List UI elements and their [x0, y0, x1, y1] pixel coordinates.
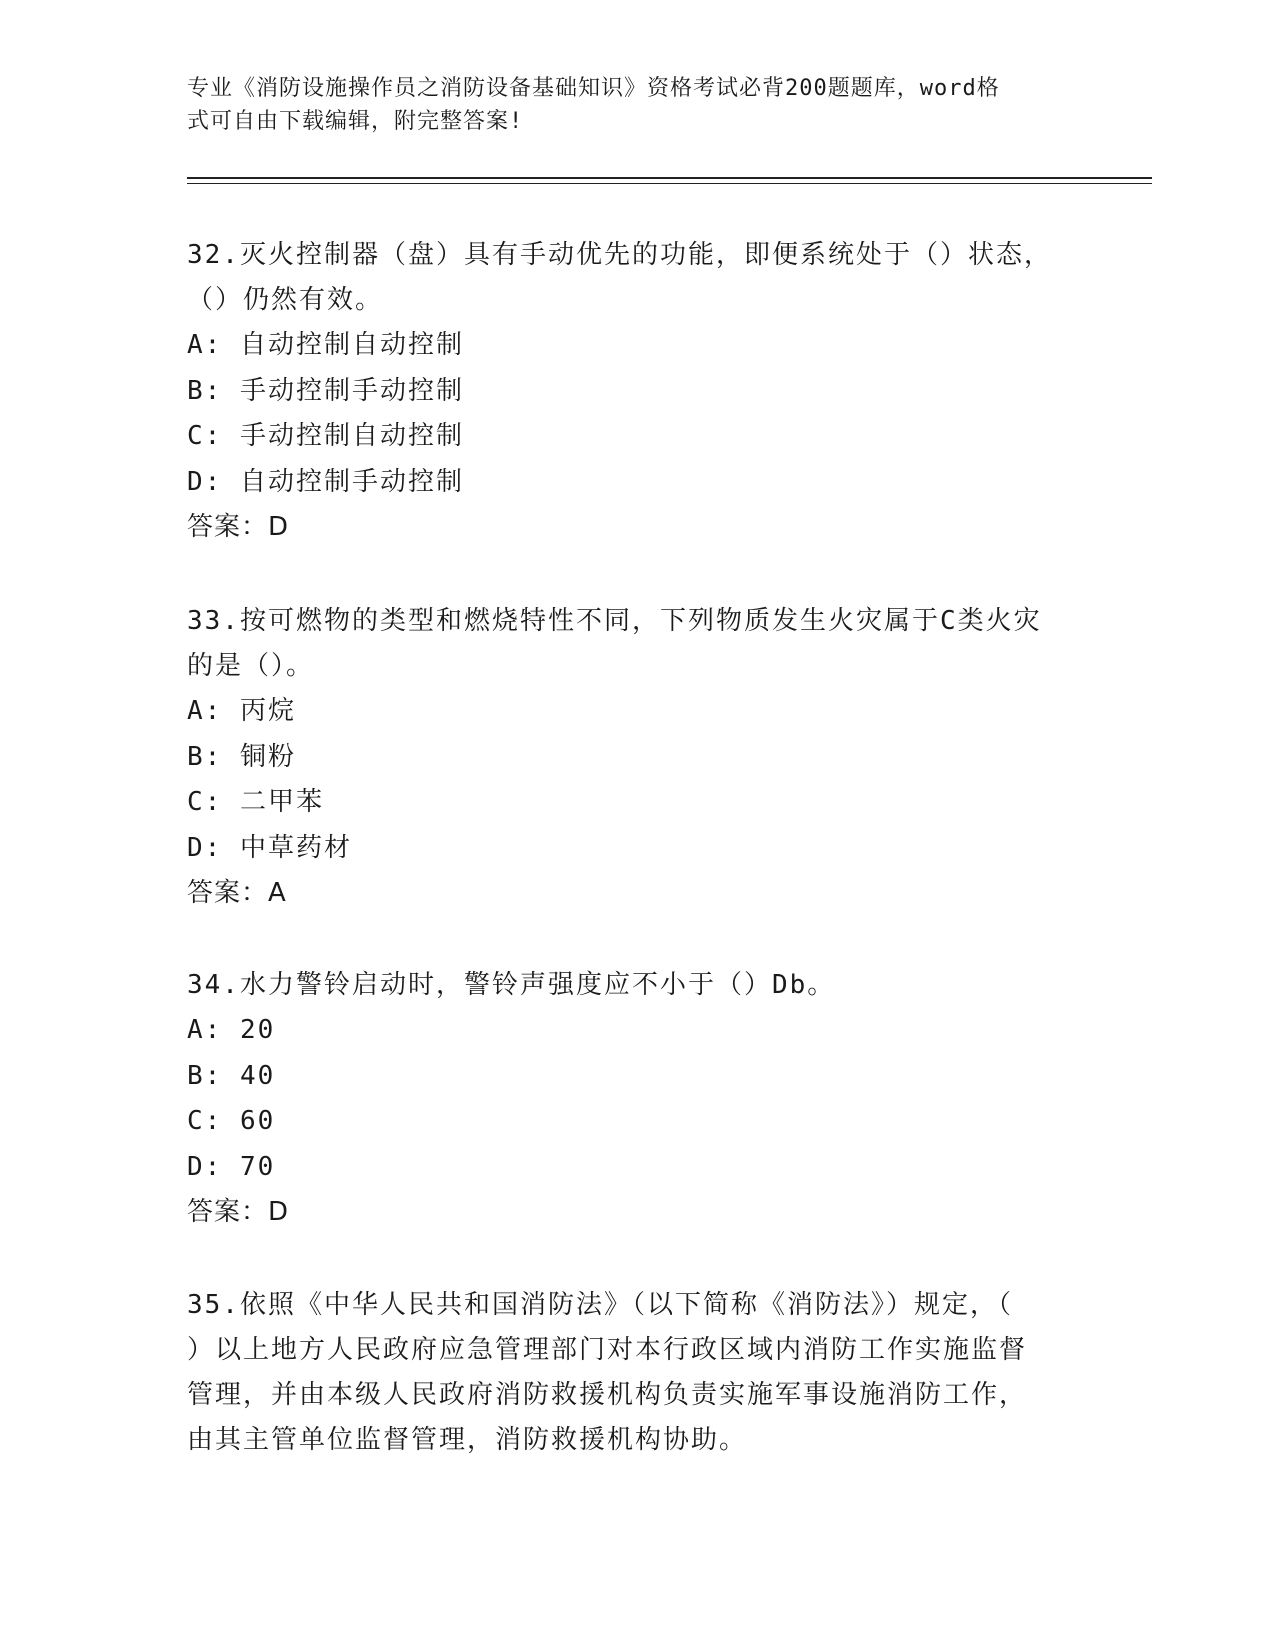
question-35 [187, 1283, 1087, 1463]
option-b: B: 铜粉 [187, 741, 296, 772]
option-b: B: 40 [187, 1060, 276, 1091]
option-d: D: 自动控制手动控制 [187, 466, 464, 497]
answer-line: 答案：D [187, 1197, 290, 1227]
option-b: B: 手动控制手动控制 [187, 375, 464, 406]
question-stem-line: 的是（）。 [187, 651, 315, 681]
option-c: C: 手动控制自动控制 [187, 421, 464, 451]
option-a: A: 20 [187, 1015, 276, 1045]
question-stem-line: 管理，并由本级人民政府消防救援机构负责实施军事设施消防工作， [187, 1380, 1028, 1410]
header-line-2: 式可自由下载编辑，附完整答案! [187, 109, 524, 134]
question-stem-line: 34.水力警铃启动时，警铃声强度应不小于（）Db。 [187, 970, 836, 1000]
option-d: D: 70 [187, 1151, 276, 1182]
header-divider-thin [187, 183, 1152, 184]
question-stem-line: 32.灭火控制器（盘）具有手动优先的功能，即便系统处于（）状态， [187, 240, 1052, 270]
option-c: C: 60 [187, 1106, 276, 1136]
question-stem-line: 33.按可燃物的类型和燃烧特性不同，下列物质发生火灾属于C类火灾 [187, 606, 1042, 636]
option-a: A: 丙烷 [187, 696, 296, 726]
question-34 [187, 963, 1087, 1235]
header-line-1: 专业《消防设施操作员之消防设备基础知识》资格考试必背200题题库，word格 [187, 76, 1000, 101]
header-divider-thick [187, 177, 1152, 179]
question-32 [187, 233, 1087, 550]
question-stem-line: 由其主管单位监督管理，消防救援机构协助。 [187, 1425, 748, 1455]
question-stem-line: 35.依照《中华人民共和国消防法》（以下简称《消防法》）规定，（ [187, 1290, 1013, 1320]
document-header [187, 72, 1067, 138]
question-stem-line: ）以上地方人民政府应急管理部门对本行政区域内消防工作实施监督 [187, 1335, 1028, 1365]
question-33 [187, 599, 1087, 916]
option-a: A: 自动控制自动控制 [187, 330, 464, 360]
option-d: D: 中草药材 [187, 832, 352, 863]
option-c: C: 二甲苯 [187, 787, 324, 817]
answer-line: 答案：D [187, 512, 290, 542]
question-stem-line: （）仍然有效。 [187, 285, 384, 315]
answer-line: 答案：A [187, 878, 287, 908]
